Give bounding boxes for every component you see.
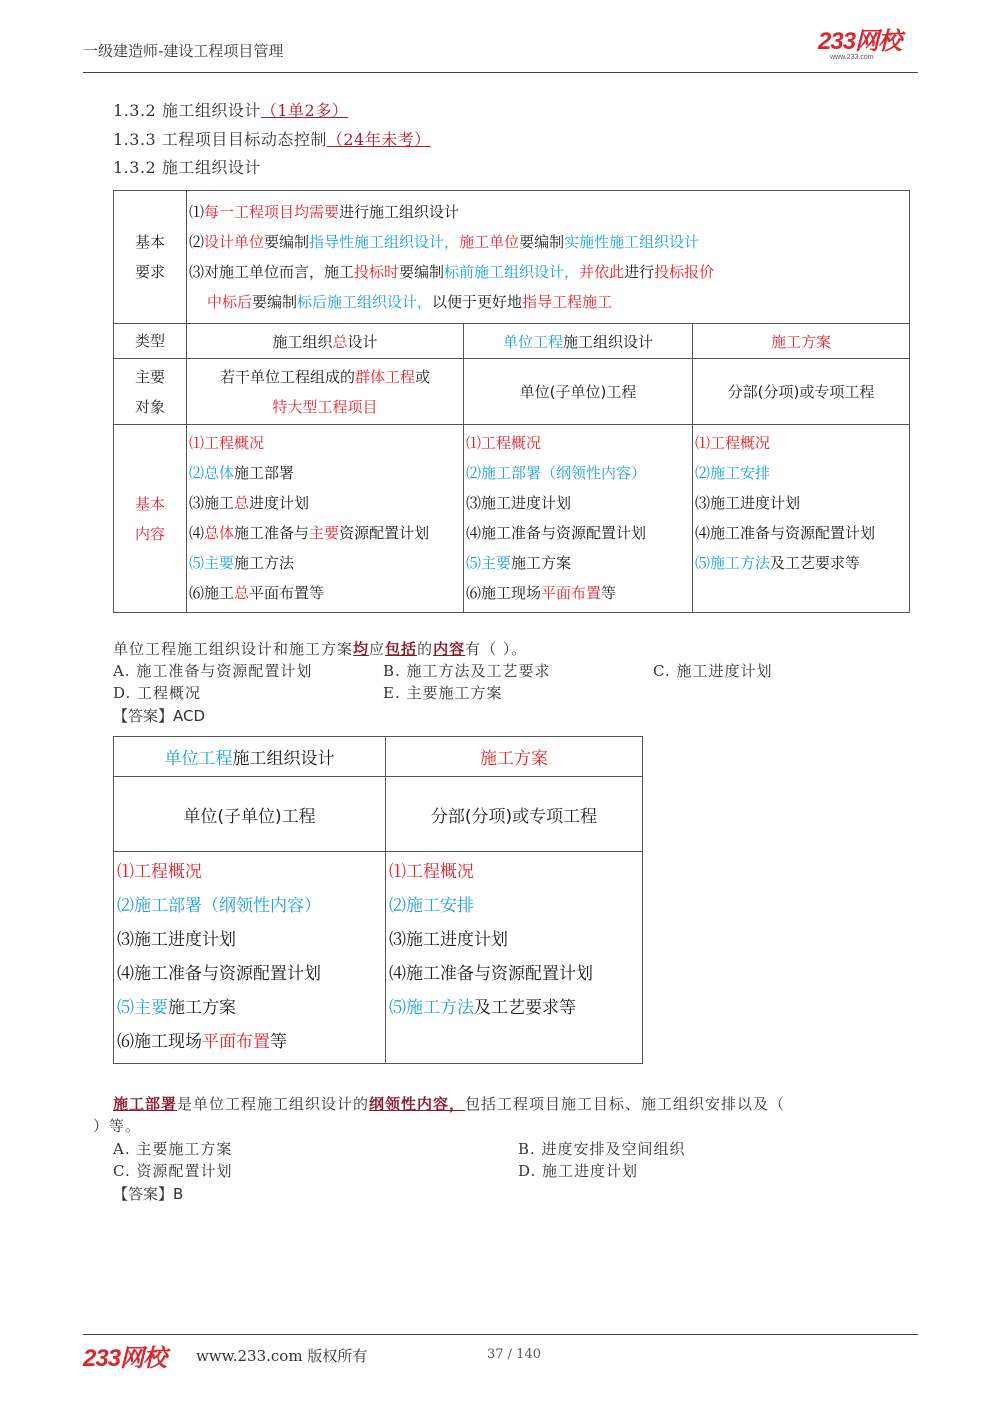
heading-1-note: （1单2多）	[260, 101, 349, 120]
content-col1	[114, 852, 386, 1064]
list-item: ⑸主要施工方案	[466, 554, 572, 572]
req-line-1: ⑴每一工程项目均需要进行施工组织设计	[189, 203, 460, 221]
footer-divider	[83, 1334, 918, 1335]
question-2-stem: 施工部署是单位工程施工组织设计的纲领性内容，包括工程项目施工目标、施工组织安排以及（	[113, 1095, 786, 1113]
heading-2-note: （24年未考）	[326, 130, 431, 149]
content-col1	[187, 425, 464, 613]
table-row-requirements	[114, 191, 910, 324]
question-2-option-c: C. 资源配置计划	[113, 1162, 233, 1180]
logo-text: 233网校	[818, 28, 902, 55]
list-item: ⑷施工准备与资源配置计划	[466, 524, 647, 542]
list-item: ⑴工程概况	[695, 434, 771, 452]
header-col2: 施工方案	[386, 737, 643, 777]
question-2-option-a: A. 主要施工方案	[113, 1140, 233, 1158]
row-label-object: 主要 对象	[114, 359, 187, 425]
object-col2: 分部(分项)或专项工程	[386, 777, 643, 852]
list-item: ⑷总体施工准备与主要资源配置计划	[189, 524, 430, 542]
question-2-option-b: B. 进度安排及空间组织	[518, 1140, 686, 1158]
list-item: ⑷施工准备与资源配置计划	[695, 524, 876, 542]
list-item: ⑸主要施工方案	[117, 998, 236, 1018]
question-1-stem: 单位工程施工组织设计和施工方案均应包括的内容有（ ）。	[113, 640, 528, 658]
list-item: ⑸主要施工方法	[189, 554, 295, 572]
content-col3	[693, 425, 910, 613]
object-col2: 单位(子单位)工程	[464, 359, 693, 425]
content-col2	[464, 425, 693, 613]
list-item: ⑵施工部署（纲领性内容）	[117, 896, 321, 916]
type-col3: 施工方案	[693, 324, 910, 359]
list-item: ⑷施工准备与资源配置计划	[389, 964, 593, 984]
row-label-type: 类型	[114, 324, 187, 359]
list-item: ⑴工程概况	[466, 434, 542, 452]
question-1-option-b: B. 施工方法及工艺要求	[383, 662, 551, 680]
list-item: ⑴工程概况	[189, 434, 265, 452]
object-col1: 若干单位工程组成的群体工程或 特大型工程项目	[187, 359, 464, 425]
heading-1: 1.3.2 施工组织设计（1单2多）	[113, 101, 349, 120]
list-item: ⑹施工现场平面布置等	[466, 584, 617, 602]
footer-logo: 233网校	[83, 1345, 167, 1372]
logo-url: www.233.com	[830, 54, 874, 61]
header-divider	[83, 72, 918, 73]
table-row-content	[114, 852, 643, 1064]
heading-2: 1.3.3 工程项目目标动态控制（24年未考）	[113, 130, 431, 149]
req-line-4: 中标后要编制标后施工组织设计，以便于更好地指导工程施工	[207, 293, 613, 311]
req-line-2: ⑵设计单位要编制指导性施工组织设计，施工单位要编制实施性施工组织设计	[189, 233, 700, 251]
main-comparison-table	[113, 190, 910, 613]
heading-3: 1.3.2 施工组织设计	[113, 158, 261, 177]
footer-copyright: www.233.com 版权所有	[196, 1347, 368, 1365]
table-row-type	[114, 324, 910, 359]
question-1-option-e: E. 主要施工方案	[383, 684, 503, 702]
question-2-option-d: D. 施工进度计划	[518, 1162, 639, 1180]
question-2-stem-cont: ）等。	[93, 1117, 142, 1135]
table-row-content	[114, 425, 910, 613]
row-label-content: 基本 内容	[114, 425, 187, 613]
object-col3: 分部(分项)或专项工程	[693, 359, 910, 425]
list-item: ⑵施工安排	[695, 464, 771, 482]
list-item: ⑸施工方法及工艺要求等	[389, 998, 576, 1018]
page-number: 37 / 140	[487, 1347, 541, 1362]
list-item: ⑷施工准备与资源配置计划	[117, 964, 321, 984]
list-item: ⑶施工进度计划	[695, 494, 801, 512]
list-item: ⑵施工安排	[389, 896, 474, 916]
question-1-option-c: C. 施工进度计划	[653, 662, 773, 680]
list-item: ⑵总体施工部署	[189, 464, 295, 482]
header-col1: 单位工程施工组织设计	[114, 737, 386, 777]
list-item: ⑶施工总进度计划	[189, 494, 310, 512]
table-row-object	[114, 359, 910, 425]
header-title: 一级建造师-建设工程项目管理	[83, 42, 284, 60]
list-item: ⑶施工进度计划	[389, 930, 508, 950]
type-col1: 施工组织总设计	[187, 324, 464, 359]
list-item: ⑹施工总平面布置等	[189, 584, 325, 602]
question-1-answer: 【答案】ACD	[113, 707, 206, 725]
comparison-table-2	[113, 736, 643, 1064]
table-row-header	[114, 737, 643, 777]
list-item: ⑹施工现场平面布置等	[117, 1032, 287, 1052]
table-row-object	[114, 777, 643, 852]
list-item: ⑴工程概况	[389, 862, 474, 882]
list-item: ⑵施工部署（纲领性内容）	[466, 464, 647, 482]
row-label-requirements: 基本 要求	[114, 191, 187, 324]
object-col1: 单位(子单位)工程	[114, 777, 386, 852]
question-1-option-a: A. 施工准备与资源配置计划	[113, 662, 313, 680]
list-item: ⑶施工进度计划	[466, 494, 572, 512]
question-2-answer: 【答案】B	[113, 1185, 184, 1203]
content-col2	[386, 852, 643, 1064]
brand-logo	[818, 30, 918, 66]
list-item: ⑶施工进度计划	[117, 930, 236, 950]
type-col2: 单位工程施工组织设计	[464, 324, 693, 359]
list-item: ⑴工程概况	[117, 862, 202, 882]
question-1-option-d: D. 工程概况	[113, 684, 202, 702]
list-item: ⑸施工方法及工艺要求等	[695, 554, 861, 572]
requirements-cell	[187, 191, 910, 324]
req-line-3: ⑶对施工单位而言，施工投标时要编制标前施工组织设计，并依此进行投标报价	[189, 263, 715, 281]
